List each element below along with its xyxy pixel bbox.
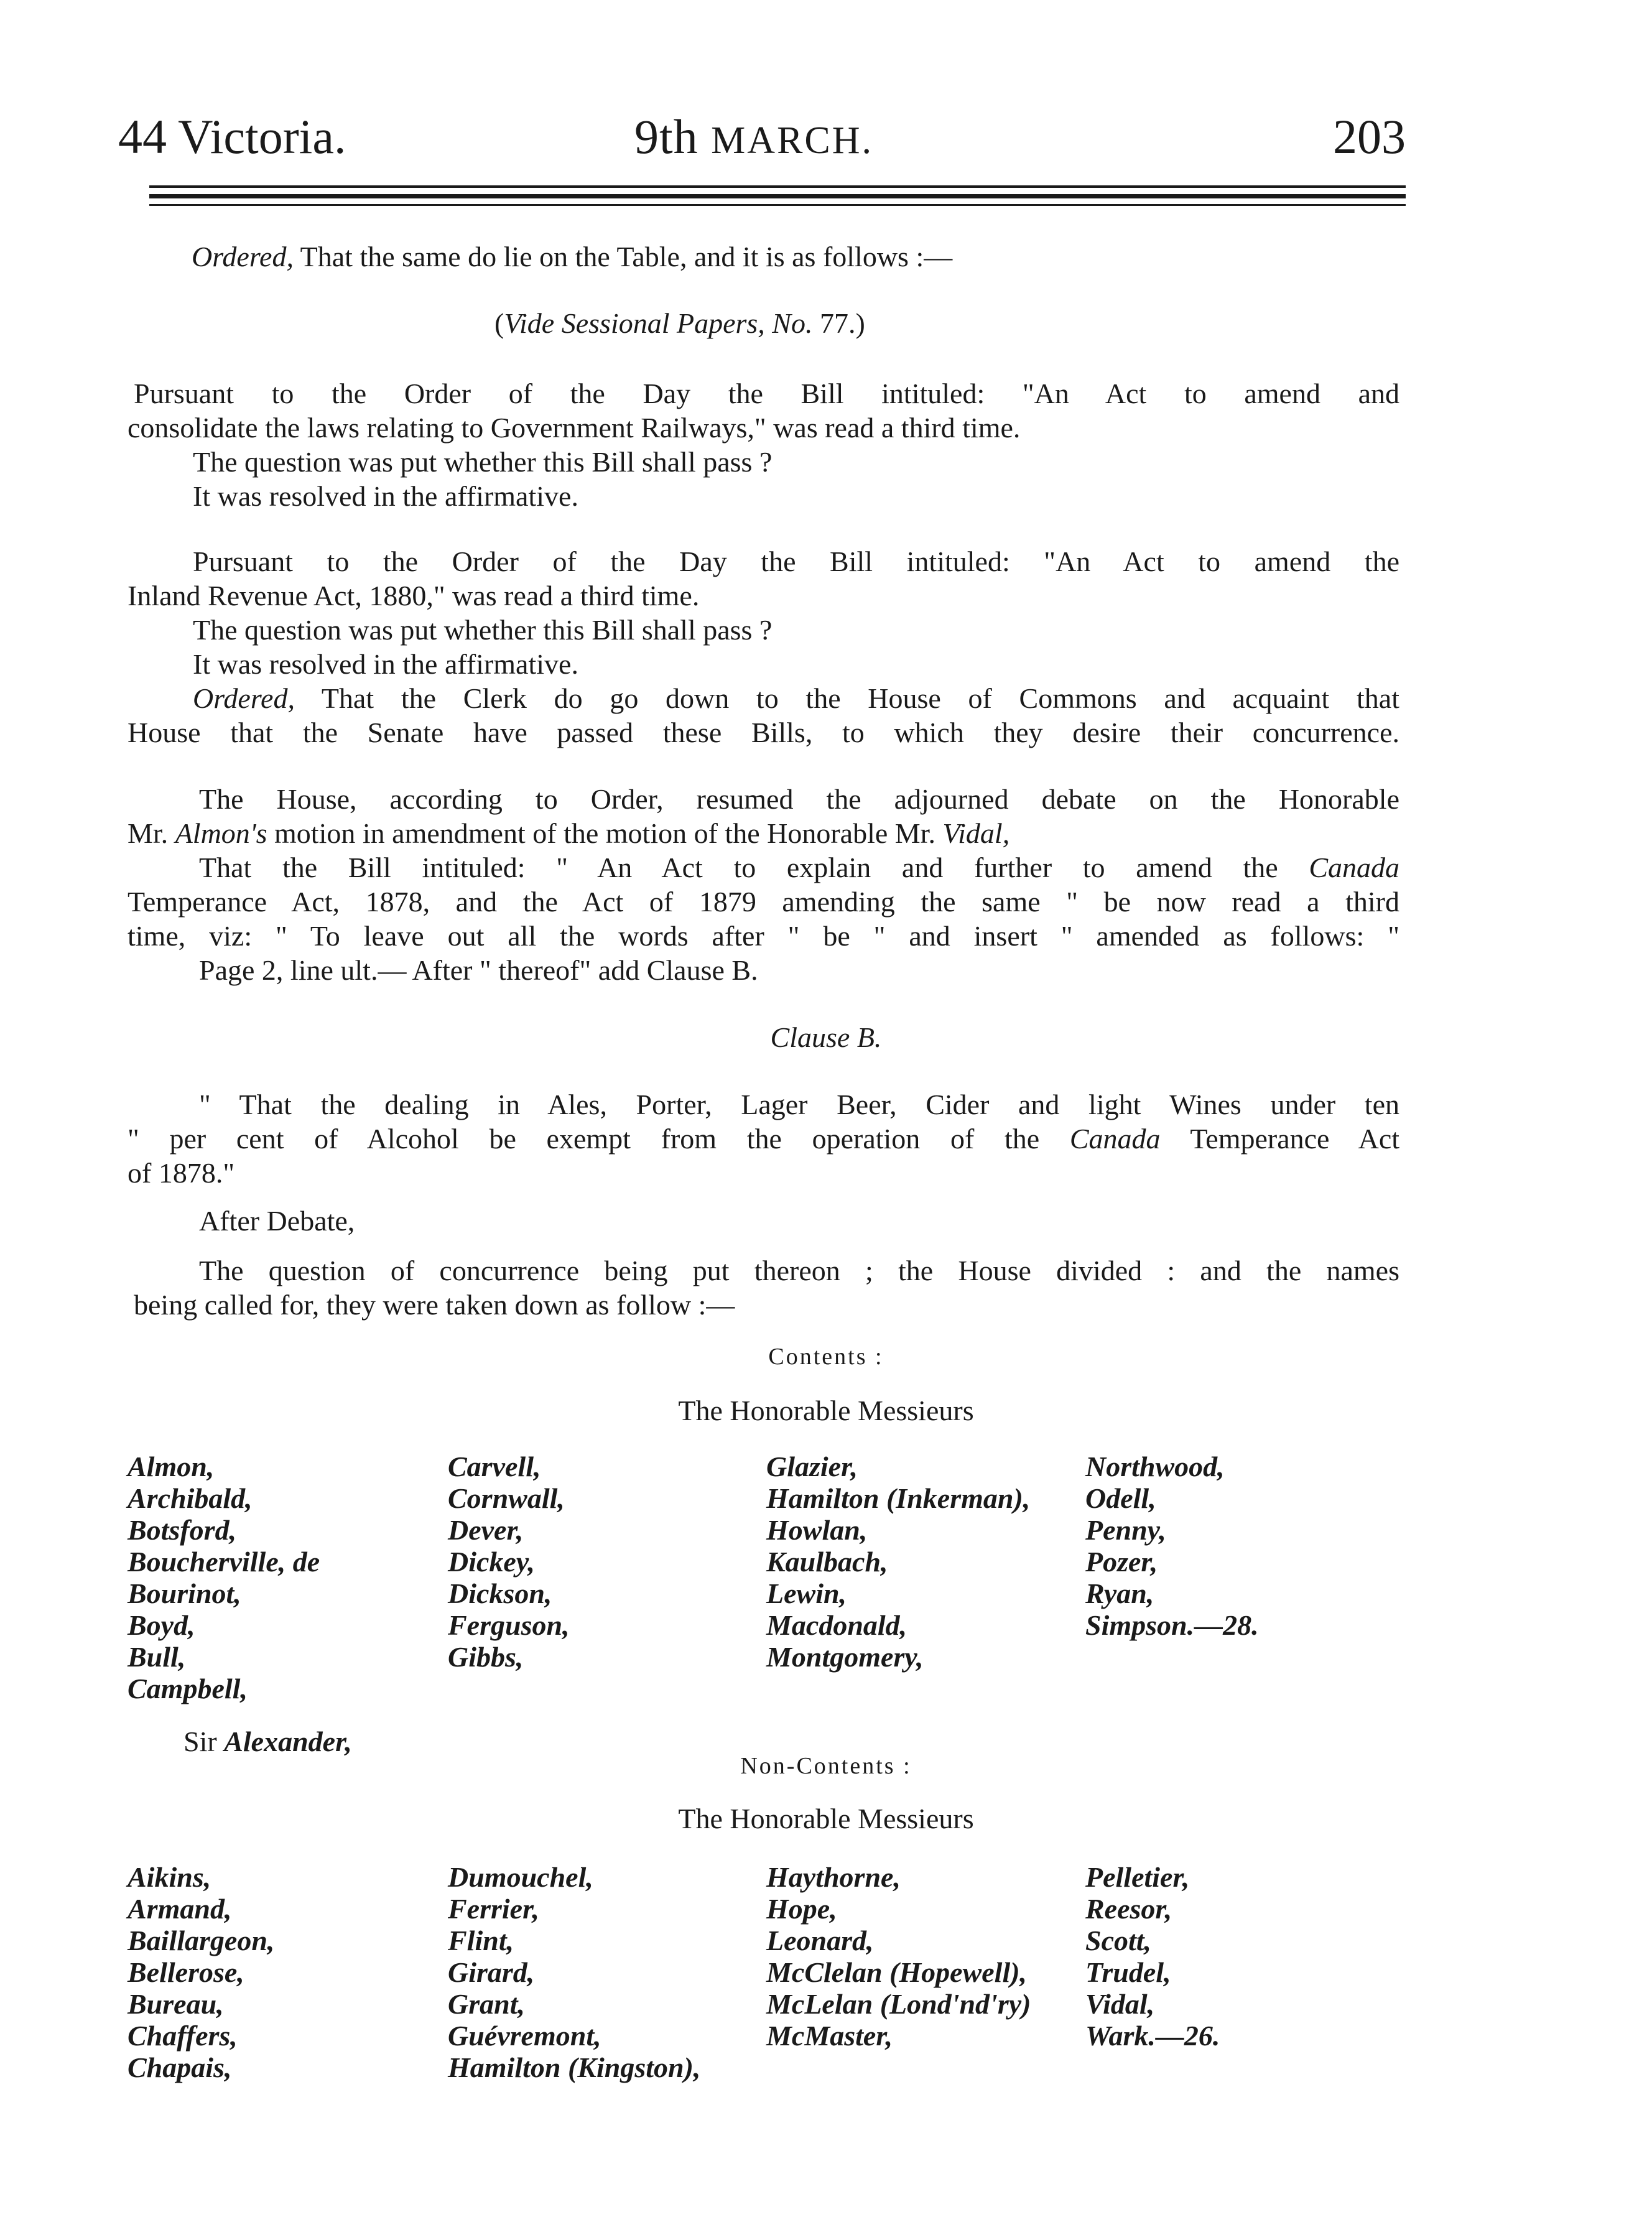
vide-open-paren: (: [494, 307, 504, 339]
non-contents-name: Chapais,: [128, 2052, 232, 2083]
revenue-line-6: House that the Senate have passed these Bills, to which they desire their concurrence.: [128, 717, 1399, 748]
contents-name: Dickey,: [448, 1546, 536, 1578]
debate-line-4: Temperance Act, 1878, and the Act of 1879 amending the same " be now read a third: [128, 886, 1399, 918]
contents-name: Penny,: [1085, 1514, 1166, 1546]
non-contents-name: Leonard,: [766, 1925, 874, 1956]
non-contents-name: Dumouchel,: [448, 1861, 593, 1893]
contents-subheading: The Honorable Messieurs: [678, 1395, 974, 1426]
canada-word: Canada: [1309, 852, 1400, 883]
non-contents-name: McMaster,: [766, 2020, 893, 2052]
contents-name: Dever,: [448, 1514, 524, 1546]
clause-line-1: " That the dealing in Ales, Porter, Lager Beer, Cider and light Wines under ten: [199, 1089, 1399, 1120]
non-contents-name: Trudel,: [1085, 1956, 1171, 1988]
vide-line: [494, 306, 865, 341]
contents-heading-text: Contents :: [768, 1344, 884, 1370]
ordered-table-text: That the same do lie on the Table, and it is as follows :—: [300, 241, 953, 272]
contents-name: Bull,: [128, 1641, 186, 1673]
mr-word: Mr.: [128, 817, 169, 849]
date-label: [634, 100, 873, 178]
after-debate: After Debate,: [199, 1205, 355, 1237]
debate-line-3: [199, 850, 1399, 885]
contents-name: Kaulbach,: [766, 1546, 888, 1578]
canada-word-2: Canada: [1069, 1123, 1161, 1155]
non-contents-name: Bellerose,: [128, 1956, 244, 1988]
contents-name: Ferguson,: [448, 1609, 570, 1641]
railways-line-3: The question was put whether this Bill shall pass ?: [193, 446, 773, 478]
alexander-name: Alexander,: [224, 1726, 352, 1757]
revenue-line-5-text: That the Clerk do go down to the House of Commons and acquaint that: [321, 682, 1400, 714]
revenue-line-4: It was resolved in the affirmative.: [193, 648, 578, 680]
contents-name: Ryan,: [1085, 1578, 1154, 1609]
header-rule-top: [149, 185, 1406, 188]
contents-name: Boyd,: [128, 1609, 195, 1641]
contents-name: Archibald,: [128, 1482, 253, 1514]
debate-line-1: The House, according to Order, resumed the adjourned debate on the Honorable: [199, 783, 1399, 815]
revenue-line-1: Pursuant to the Order of the Day the Bill intituled: "An Act to amend the: [193, 546, 1399, 577]
non-contents-name: McLelan (Lond'nd'ry): [766, 1988, 1031, 2020]
contents-name: Hamilton (Inkerman),: [766, 1482, 1031, 1514]
debate-line-2: [128, 816, 1009, 851]
contents-name: Northwood,: [1085, 1451, 1225, 1482]
contents-name: Carvell,: [448, 1451, 541, 1482]
non-contents-name: Scott,: [1085, 1925, 1152, 1956]
non-contents-name: Bureau,: [128, 1988, 224, 2020]
contents-name: Montgomery,: [766, 1641, 924, 1673]
ordered-word-2: Ordered,: [193, 682, 295, 714]
non-contents-name: Armand,: [128, 1893, 232, 1925]
contents-name: Lewin,: [766, 1578, 847, 1609]
revenue-line-3: The question was put whether this Bill shall pass ?: [193, 614, 773, 646]
railways-line-4: It was resolved in the affirmative.: [193, 480, 578, 512]
ordered-word: Ordered,: [192, 241, 294, 272]
contents-name: Bourinot,: [128, 1578, 241, 1609]
contents-name: Pozer,: [1085, 1546, 1158, 1578]
ordered-table-line: [192, 239, 952, 274]
clause-heading: Clause B.: [770, 1021, 882, 1053]
clause-line-2-text: " per cent of Alcohol be exempt from the operation of the: [128, 1123, 1040, 1155]
non-contents-name: Hope,: [766, 1893, 837, 1925]
revenue-line-5: [193, 681, 1399, 716]
non-contents-name: Hamilton (Kingston),: [448, 2052, 701, 2083]
concurrence-line-1: The question of concurrence being put thereon ; the House divided : and the names: [199, 1255, 1399, 1286]
contents-name: Boucherville, de: [128, 1546, 320, 1578]
clause-line-2: [128, 1122, 1399, 1156]
non-contents-name: Wark.—26.: [1085, 2020, 1220, 2052]
contents-name: Almon,: [128, 1451, 215, 1482]
revenue-line-2: Inland Revenue Act, 1880," was read a third time.: [128, 580, 700, 611]
debate-line-5: time, viz: " To leave out all the words after " be " and insert " amended as follows: ": [128, 920, 1399, 952]
sir-word: Sir: [183, 1726, 217, 1757]
contents-name: Glazier,: [766, 1451, 858, 1482]
page-header: [118, 100, 1406, 174]
contents-name: Gibbs,: [448, 1641, 524, 1673]
session-label: 44 Victoria.: [118, 109, 346, 164]
contents-name: Campbell,: [128, 1673, 248, 1704]
clause-line-3: of 1878.": [128, 1157, 235, 1189]
contents-name: Howlan,: [766, 1514, 868, 1546]
non-contents-name: Aikins,: [128, 1861, 211, 1893]
non-contents-subheading: The Honorable Messieurs: [678, 1803, 974, 1834]
header-rule-bottom: [149, 204, 1406, 206]
contents-name: Macdonald,: [766, 1609, 907, 1641]
debate-line-6: Page 2, line ult.— After " thereof" add Clause B.: [199, 954, 758, 986]
non-contents-name: Pelletier,: [1085, 1861, 1190, 1893]
contents-name: Botsford,: [128, 1514, 237, 1546]
vide-number: 77.): [820, 307, 865, 339]
non-contents-name: Ferrier,: [448, 1893, 539, 1925]
non-contents-name: Flint,: [448, 1925, 514, 1956]
header-rule-middle: [149, 194, 1406, 198]
page-number: 203: [1333, 109, 1406, 164]
debate-line-2-text: motion in amendment of the motion of the Honorable Mr.: [274, 817, 935, 849]
contents-name: Cornwall,: [448, 1482, 565, 1514]
date-day: 9th: [634, 109, 698, 164]
non-contents-name: Baillargeon,: [128, 1925, 275, 1956]
contents-name: Odell,: [1085, 1482, 1156, 1514]
non-contents-name: Reesor,: [1085, 1893, 1172, 1925]
contents-heading: [0, 1337, 1652, 1374]
clause-line-2-tail: Temperance Act: [1190, 1123, 1400, 1155]
non-contents-name: Grant,: [448, 1988, 525, 2020]
almon-name: Almon's: [175, 817, 267, 849]
non-contents-name: Girard,: [448, 1956, 535, 1988]
vide-text: Vide Sessional Papers, No.: [504, 307, 813, 339]
non-contents-name: Chaffers,: [128, 2020, 238, 2052]
non-contents-heading-text: Non-Contents :: [740, 1753, 912, 1779]
non-contents-name: Guévremont,: [448, 2020, 601, 2052]
contents-name: Simpson.—28.: [1085, 1609, 1259, 1641]
date-month: MARCH.: [711, 119, 874, 162]
railways-line-2: consolidate the laws relating to Government Railways," was read a third time.: [128, 412, 1021, 444]
debate-line-3-text: That the Bill intituled: " An Act to explain and further to amend the: [199, 852, 1278, 883]
vidal-name: Vidal,: [942, 817, 1010, 849]
railways-line-1: Pursuant to the Order of the Day the Bill intituled: "An Act to amend and: [134, 378, 1399, 409]
concurrence-line-2: being called for, they were taken down as follow :—: [134, 1289, 735, 1321]
non-contents-name: Haythorne,: [766, 1861, 901, 1893]
non-contents-heading: [0, 1747, 1652, 1783]
non-contents-name: McClelan (Hopewell),: [766, 1956, 1028, 1988]
non-contents-name: Vidal,: [1085, 1988, 1155, 2020]
contents-name: Dickson,: [448, 1578, 552, 1609]
